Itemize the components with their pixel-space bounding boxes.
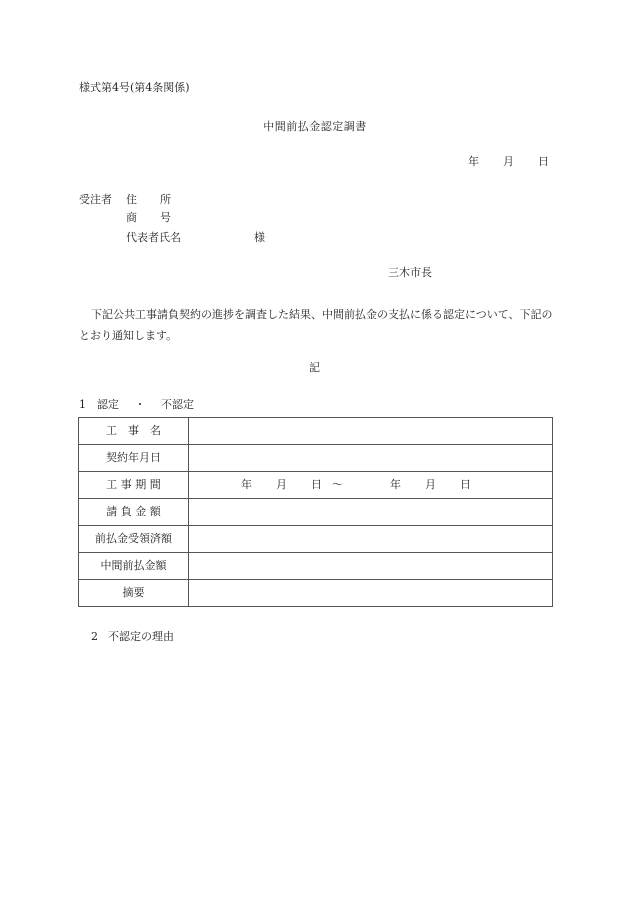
table-row xyxy=(79,472,553,499)
value-construction-period xyxy=(189,472,553,499)
label-project-name: 工 事 名 xyxy=(79,418,189,445)
body-text: 下記公共工事請負契約の進捗を調査した結果、中間前払金の支払に係る認定について、下記のとおり通知します。 xyxy=(79,308,553,342)
issuer-name: 三木市長 xyxy=(388,266,432,279)
honorific: 様 xyxy=(254,231,265,244)
period-start-month: 月 xyxy=(276,478,287,491)
table-row xyxy=(79,553,553,580)
date-day: 日 xyxy=(538,155,549,168)
period-end-day: 日 xyxy=(460,478,471,491)
table-row xyxy=(79,418,553,445)
label-advance-received: 前払金受領済額 xyxy=(79,526,189,553)
recipient-trade-name-label xyxy=(126,211,171,225)
value-project-name xyxy=(189,418,553,445)
page-title: 中間前払金認定調書 xyxy=(263,120,367,133)
body-paragraph xyxy=(79,304,559,346)
value-contract-date xyxy=(189,445,553,472)
period-start-day: 日 xyxy=(311,478,322,491)
label-contract-amount: 請 負 金 額 xyxy=(79,499,189,526)
recipient-label: 受注者 xyxy=(79,193,112,206)
date-year: 年 xyxy=(468,155,479,168)
section-1-number: 1 xyxy=(79,398,86,411)
section-1-heading xyxy=(79,398,194,412)
ki-heading: 記 xyxy=(309,361,320,374)
table-row xyxy=(79,580,553,607)
option-separator: ・ xyxy=(134,398,146,411)
period-tilde: ～ xyxy=(332,478,343,491)
option-approved: 認定 xyxy=(97,398,119,411)
section-2-number: 2 xyxy=(91,630,98,643)
section-2-heading xyxy=(91,630,174,644)
value-contract-amount xyxy=(189,499,553,526)
label-construction-period: 工 事 期 間 xyxy=(79,472,189,499)
detail-table xyxy=(78,417,553,607)
period-range xyxy=(241,478,471,492)
value-remarks xyxy=(189,580,553,607)
trade-name-key-2: 号 xyxy=(160,211,171,224)
value-advance-received xyxy=(189,526,553,553)
recipient-address-label xyxy=(126,193,171,207)
recipient-representative-label: 代表者氏名 xyxy=(126,231,181,244)
trade-name-key-1: 商 xyxy=(126,211,137,224)
date-month: 月 xyxy=(503,155,514,168)
label-interim-advance: 中間前払金額 xyxy=(79,553,189,580)
period-start-year: 年 xyxy=(241,478,252,491)
option-rejected: 不認定 xyxy=(161,398,194,411)
table-row xyxy=(79,499,553,526)
address-key-2: 所 xyxy=(160,193,171,206)
form-number: 様式第4号(第4条関係) xyxy=(79,81,190,94)
section-2-label: 不認定の理由 xyxy=(108,630,174,643)
period-end-month: 月 xyxy=(425,478,436,491)
date-line xyxy=(468,155,549,169)
label-remarks: 摘要 xyxy=(79,580,189,607)
table-row xyxy=(79,445,553,472)
value-interim-advance xyxy=(189,553,553,580)
table-row xyxy=(79,526,553,553)
label-contract-date: 契約年月日 xyxy=(79,445,189,472)
period-end-year: 年 xyxy=(390,478,401,491)
address-key-1: 住 xyxy=(126,193,137,206)
